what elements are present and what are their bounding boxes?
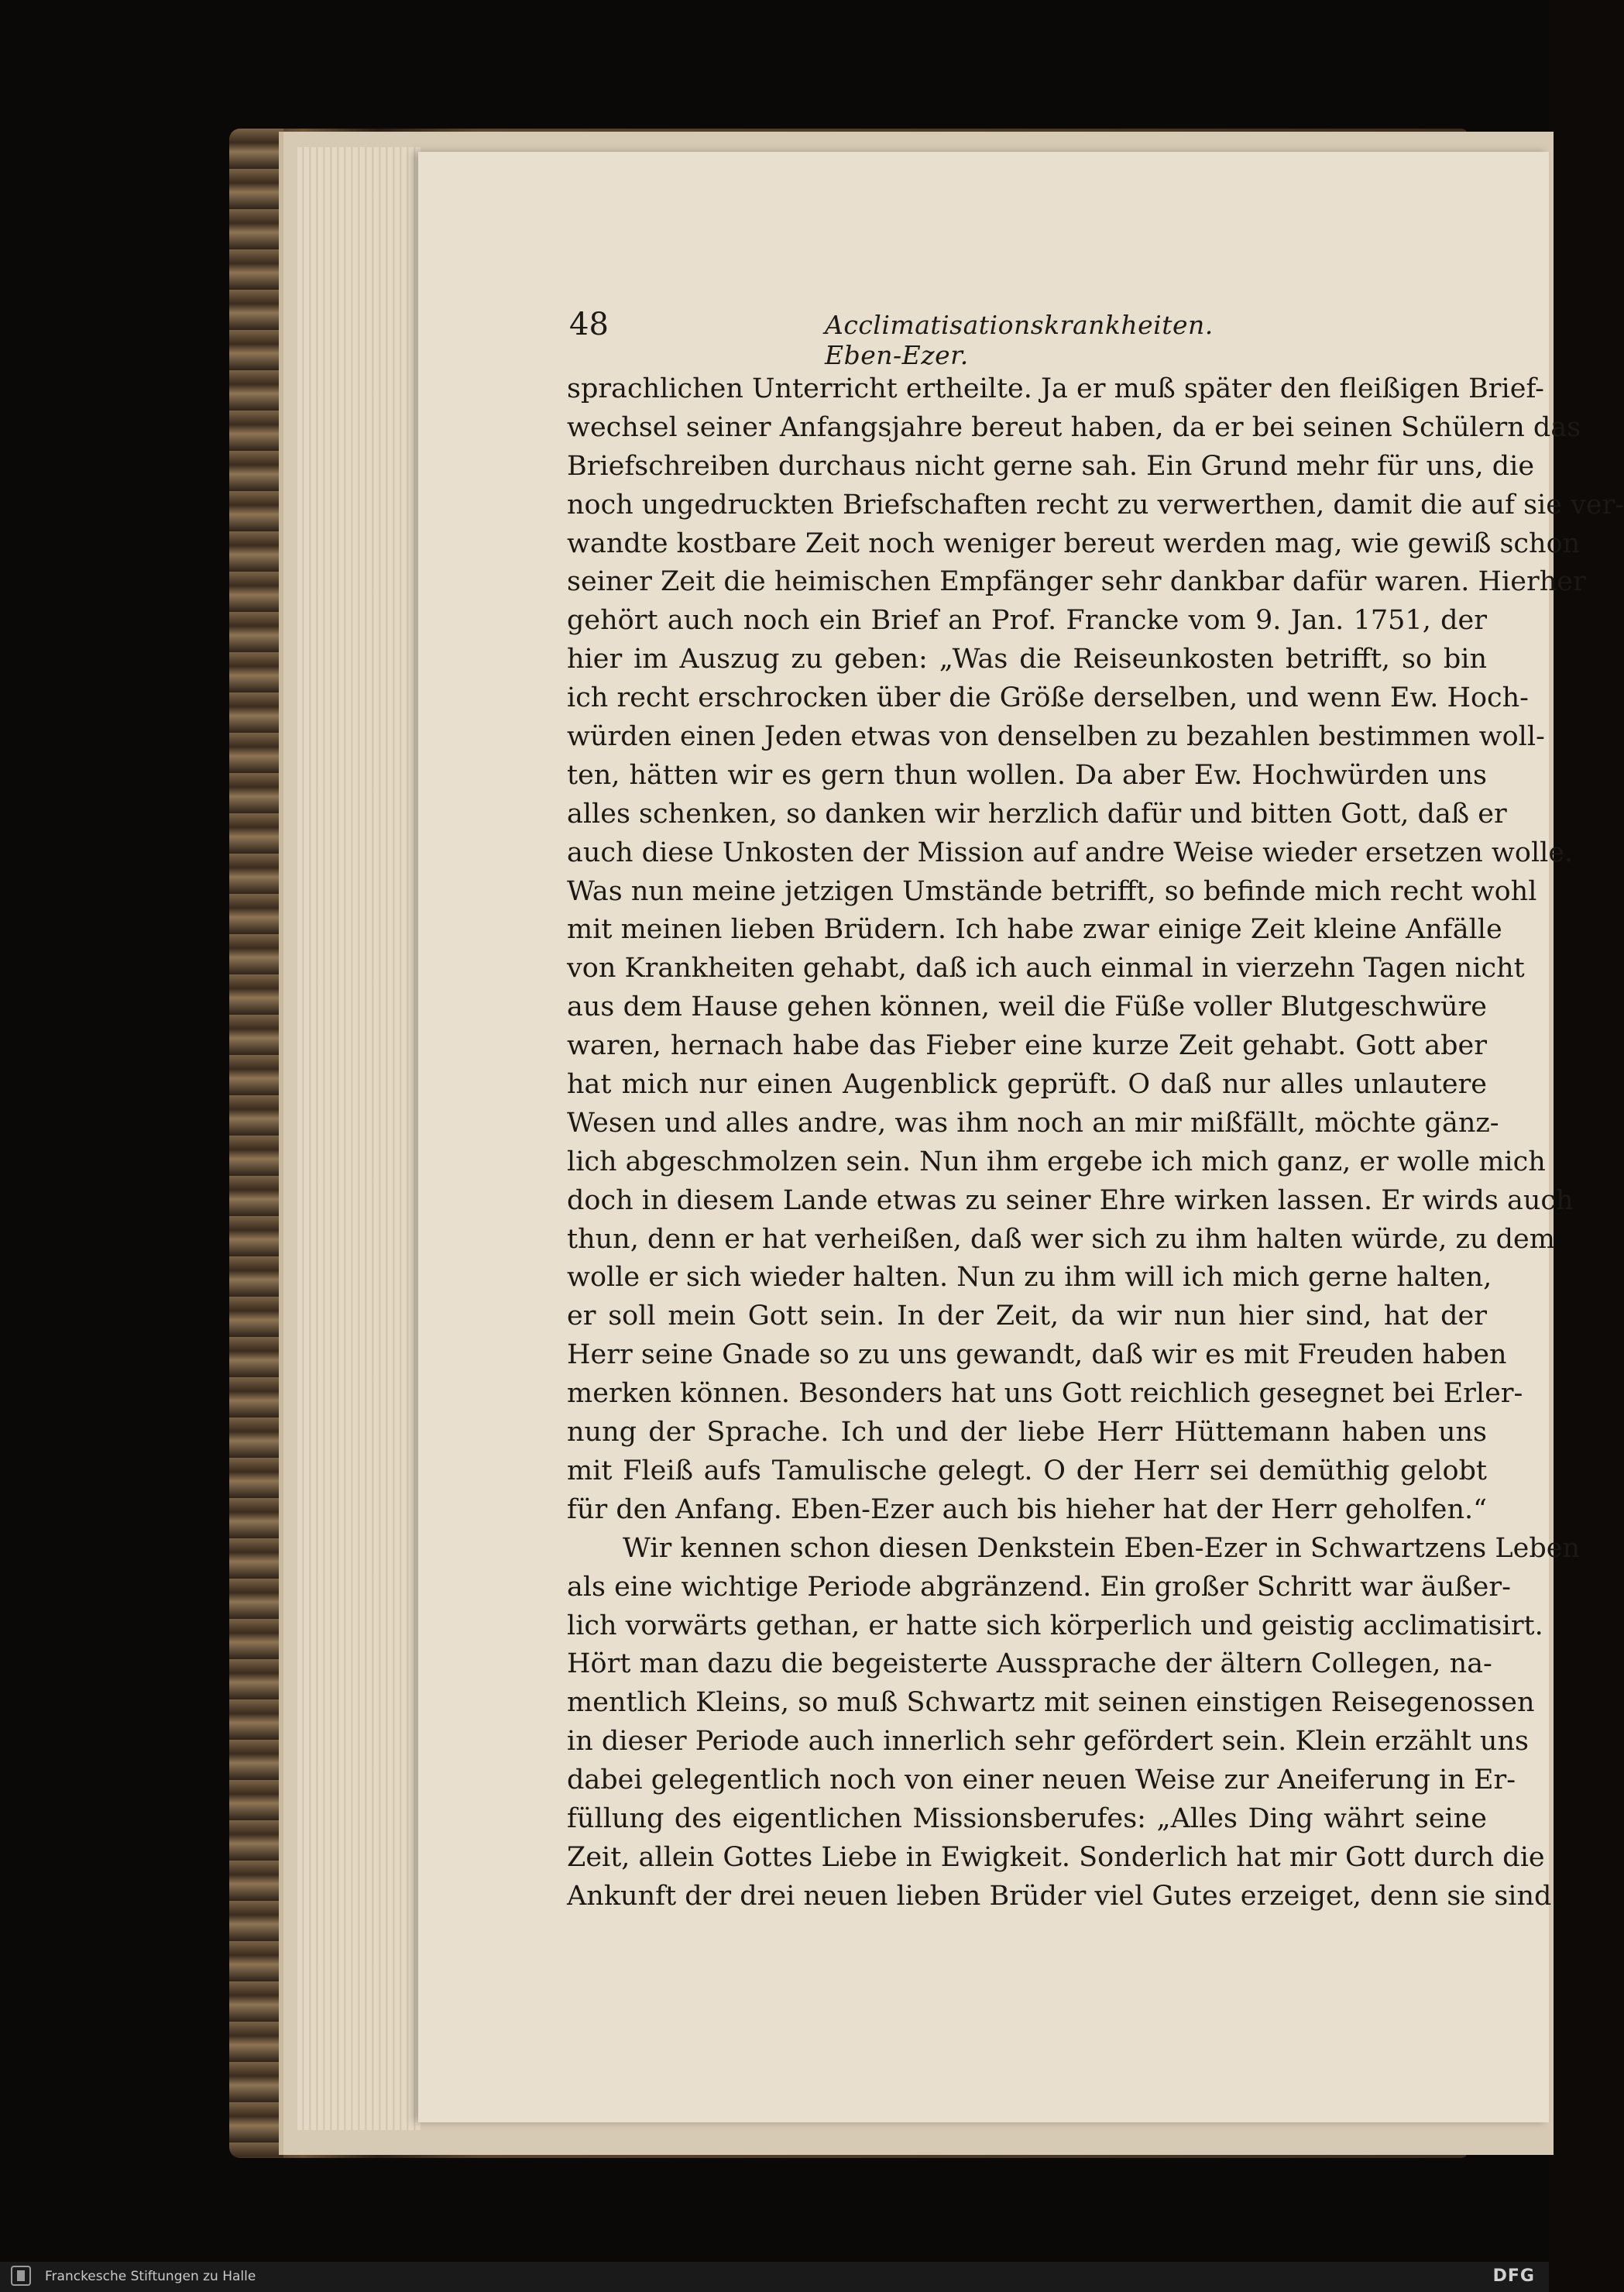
book-cover-edge	[229, 129, 283, 2158]
institution-logo-icon	[11, 2266, 31, 2286]
text-line: Wesen und alles andre, was ihm noch an mir mißfällt, möchte gänz-	[567, 1107, 1499, 1139]
text-line: waren, hernach habe das Fieber eine kurze Zeit gehabt. Gott aber	[567, 1030, 1487, 1062]
text-line: wolle er sich wieder halten. Nun zu ihm will ich mich gerne halten,	[567, 1262, 1492, 1294]
text-line: von Krankheiten gehabt, daß ich auch einmal in vierzehn Tagen nicht	[567, 953, 1525, 984]
text-line: aus dem Hause gehen können, weil die Füße voller Blutgeschwüre	[567, 991, 1487, 1023]
text-line: mentlich Kleins, so muß Schwartz mit seinen einstigen Reisegenossen	[567, 1687, 1535, 1719]
text-line: gehört auch noch ein Brief an Prof. Francke vom 9. Jan. 1751, der	[567, 605, 1487, 637]
text-line: hier im Auszug zu geben: „Was die Reiseunkosten betrifft, so bin	[567, 644, 1487, 675]
text-line: merken können. Besonders hat uns Gott reichlich gesegnet bei Erler-	[567, 1378, 1523, 1410]
text-line: thun, denn er hat verheißen, daß wer sich zu ihm halten würde, zu dem	[567, 1223, 1555, 1255]
text-line: ten, hätten wir es gern thun wollen. Da aber Ew. Hochwürden uns	[567, 759, 1487, 791]
text-line: lich vorwärts gethan, er hatte sich körperlich und geistig acclimatisirt.	[567, 1610, 1543, 1641]
text-line: mit meinen lieben Brüdern. Ich habe zwar einige Zeit kleine Anfälle	[567, 914, 1502, 946]
text-line: hat mich nur einen Augenblick geprüft. O daß nur alles unlautere	[567, 1069, 1487, 1101]
text-line: füllung des eigentlichen Missionsberufes: „Alles Ding währt seine	[567, 1802, 1487, 1834]
running-title: Acclimatisationskrankheiten. Eben-Ezer.	[825, 310, 1214, 370]
text-line: sprachlichen Unterricht ertheilte. Ja er muß später den fleißigen Brief-	[567, 373, 1544, 404]
text-line: mit Fleiß aufs Tamulische gelegt. O der Herr sei demüthig gelobt	[567, 1455, 1487, 1486]
text-line: nung der Sprache. Ich und der liebe Herr Hüttemann haben uns	[567, 1417, 1487, 1448]
text-line: als eine wichtige Periode abgränzend. Ein großer Schritt war äußer-	[567, 1571, 1511, 1603]
dfg-logo: DFG	[1492, 2266, 1535, 2286]
text-line: seiner Zeit die heimischen Empfänger sehr dankbar dafür waren. Hierher	[567, 566, 1586, 598]
text-line: wandte kostbare Zeit noch weniger bereut werden mag, wie gewiß schon	[567, 527, 1581, 559]
text-line: dabei gelegentlich noch von einer neuen Weise zur Aneiferung in Er-	[567, 1765, 1516, 1796]
text-line: in dieser Periode auch innerlich sehr gefördert sein. Klein erzählt uns	[567, 1726, 1529, 1758]
text-line: noch ungedruckten Briefschaften recht zu verwerthen, damit die auf sie ver-	[567, 489, 1624, 521]
text-line: Wir kennen schon diesen Denkstein Eben-Ezer in Schwartzens Leben	[623, 1532, 1581, 1564]
text-line: auch diese Unkosten der Mission auf andre Weise wieder ersetzen wolle.	[567, 837, 1574, 868]
text-line: wechsel seiner Anfangsjahre bereut haben, da er bei seinen Schülern das	[567, 411, 1581, 443]
page-number: 48	[569, 307, 609, 342]
text-line: für den Anfang. Eben-Ezer auch bis hieher hat der Herr geholfen.“	[567, 1493, 1488, 1525]
text-line: er soll mein Gott sein. In der Zeit, da wir nun hier sind, hat der	[567, 1301, 1487, 1332]
text-line: Was nun meine jetzigen Umstände betrifft, so befinde mich recht wohl	[567, 875, 1537, 907]
text-line: ich recht erschrocken über die Größe derselben, und wenn Ew. Hoch-	[567, 682, 1530, 714]
text-line: würden einen Jeden etwas von denselben zu bezahlen bestimmen woll-	[567, 721, 1545, 753]
body-text	[567, 370, 1624, 1916]
institution-name: Franckesche Stiftungen zu Halle	[45, 2269, 256, 2284]
viewer-footer	[0, 2262, 1549, 2292]
running-head	[569, 307, 1266, 370]
text-line: Herr seine Gnade so zu uns gewandt, daß wir es mit Freuden haben	[567, 1339, 1507, 1371]
text-line: lich abgeschmolzen sein. Nun ihm ergebe ich mich ganz, er wolle mich	[567, 1146, 1546, 1177]
text-line: Briefschreiben durchaus nicht gerne sah. Ein Grund mehr für uns, die	[567, 450, 1535, 482]
page-edges	[297, 147, 421, 2130]
text-line: Hört man dazu die begeisterte Aussprache der ältern Collegen, na-	[567, 1648, 1492, 1680]
text-line: Ankunft der drei neuen lieben Brüder viel Gutes erzeiget, denn sie sind	[567, 1880, 1552, 1912]
text-line: alles schenken, so danken wir herzlich dafür und bitten Gott, daß er	[567, 798, 1507, 830]
text-line: doch in diesem Lande etwas zu seiner Ehre wirken lassen. Er wirds auch	[567, 1184, 1574, 1216]
text-line: Zeit, allein Gottes Liebe in Ewigkeit. Sonderlich hat mir Gott durch die	[567, 1841, 1545, 1873]
